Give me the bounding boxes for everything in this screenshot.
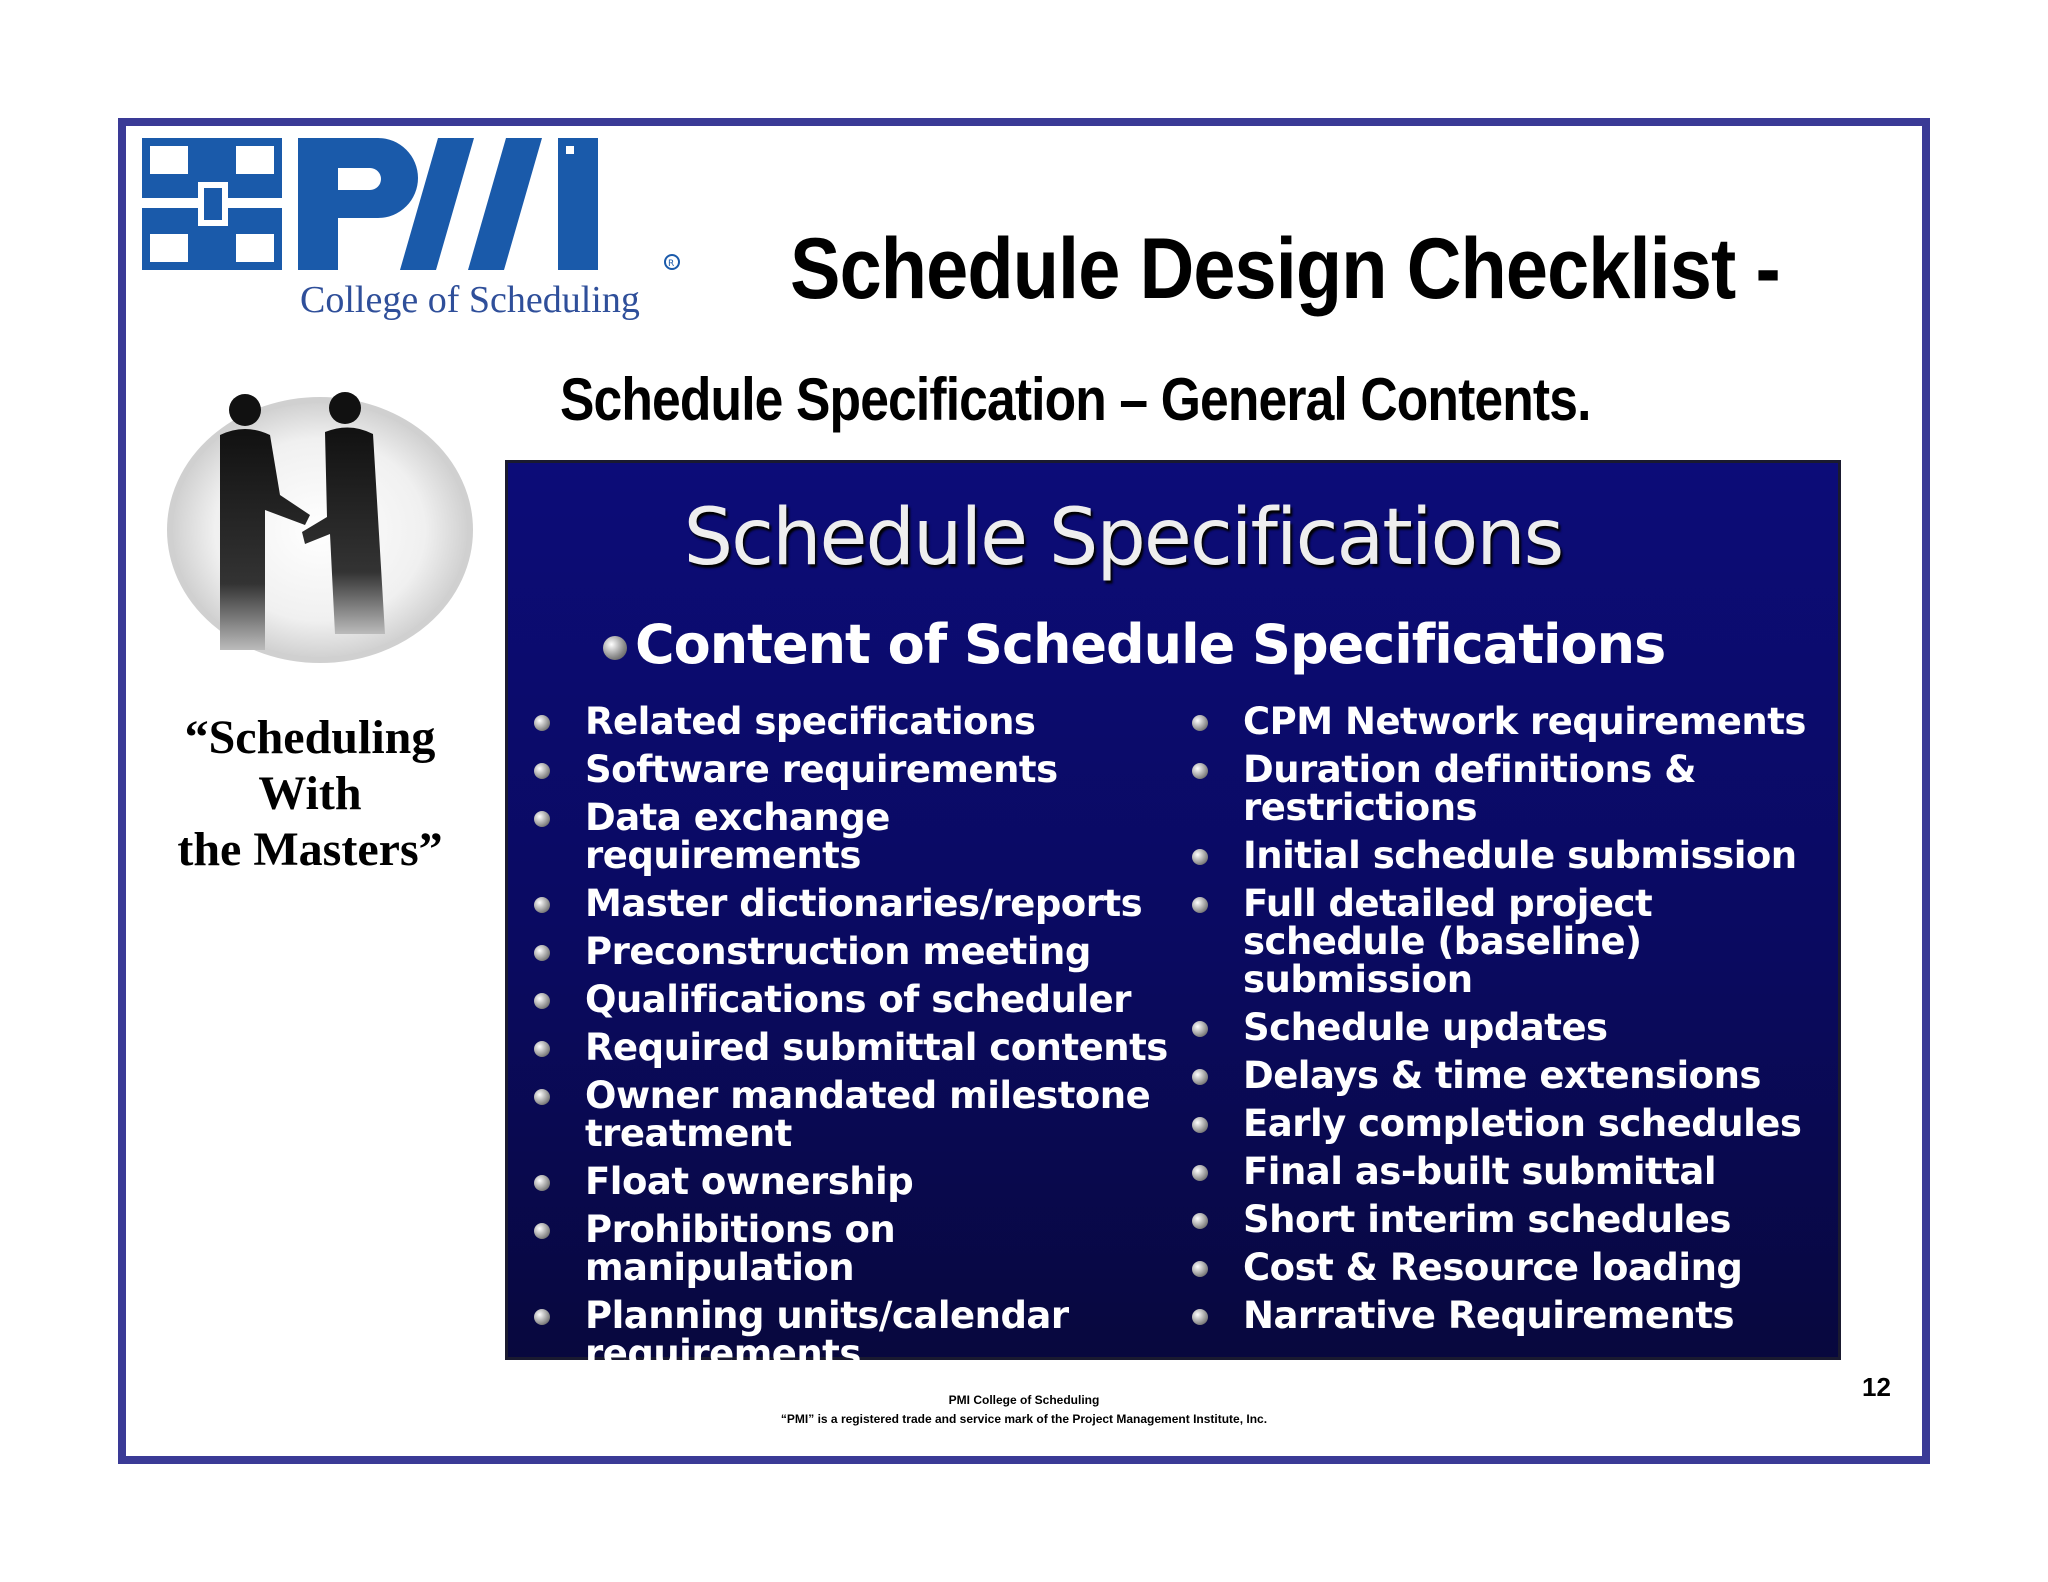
list-item-text: Master dictionaries/reports	[585, 882, 1143, 925]
bullet-icon	[1192, 1261, 1208, 1277]
bullet-icon	[534, 1223, 550, 1239]
list-item-text: Full detailed project schedule (baseline) submission	[1243, 882, 1653, 1001]
page-title: Schedule Design Checklist -	[790, 221, 1780, 317]
list-item-text: Planning units/calendar requirements	[585, 1294, 1069, 1375]
page-subtitle: Schedule Specification – General Contents.	[560, 366, 1591, 433]
list-item	[530, 978, 1170, 1021]
motto-line-1: “Scheduling	[184, 711, 436, 764]
right-list	[1188, 700, 1838, 1345]
list-item	[1188, 700, 1838, 743]
motto-text	[140, 710, 480, 878]
bullet-icon	[1192, 1165, 1208, 1181]
list-item-text: Qualifications of scheduler	[585, 978, 1131, 1021]
list-item-text: Preconstruction meeting	[585, 930, 1091, 973]
bullet-icon	[534, 945, 550, 961]
footer-organization: PMI College of Scheduling	[948, 1393, 1100, 1407]
bullet-icon	[534, 993, 550, 1009]
list-item	[530, 796, 1170, 877]
bullet-icon	[534, 1089, 550, 1105]
bullet-icon	[534, 811, 550, 827]
list-item	[1188, 1198, 1838, 1241]
list-item-text: Early completion schedules	[1243, 1102, 1802, 1145]
list-item-text: Duration definitions & restrictions	[1243, 748, 1696, 829]
list-item	[1188, 1246, 1838, 1289]
list-item-text: CPM Network requirements	[1243, 700, 1806, 743]
page-number: 12	[1862, 1372, 1891, 1402]
list-item	[1188, 1054, 1838, 1097]
list-item	[530, 748, 1170, 791]
svg-text:R: R	[668, 259, 675, 269]
motto-line-3: the Masters”	[177, 823, 443, 876]
bullet-icon	[1192, 1069, 1208, 1085]
handshake-image	[150, 380, 490, 670]
list-item-text: Narrative Requirements	[1243, 1294, 1734, 1337]
list-item	[530, 700, 1170, 743]
bullet-icon	[1192, 1117, 1208, 1133]
list-item-text: Delays & time extensions	[1243, 1054, 1761, 1097]
list-item-text: Cost & Resource loading	[1243, 1246, 1743, 1289]
bullet-icon	[534, 763, 550, 779]
list-item-text: Final as-built submittal	[1243, 1150, 1717, 1193]
bullet-icon	[1192, 763, 1208, 779]
bullet-icon	[1192, 849, 1208, 865]
list-item	[1188, 748, 1838, 829]
list-item-text: Initial schedule submission	[1243, 834, 1797, 877]
list-item	[530, 882, 1170, 925]
logo-subtitle: College of Scheduling	[300, 279, 640, 321]
list-item-text: Float ownership	[585, 1160, 914, 1203]
bullet-icon	[1192, 715, 1208, 731]
list-item	[530, 1026, 1170, 1069]
left-list	[530, 700, 1170, 1383]
bullet-icon	[534, 1175, 550, 1191]
list-item	[1188, 1294, 1838, 1337]
bullet-icon	[1192, 1021, 1208, 1037]
bullet-icon	[1192, 1213, 1208, 1229]
list-item	[1188, 882, 1838, 1001]
bullet-icon	[603, 636, 627, 660]
embedded-slide-title: Schedule Specifications	[683, 493, 1563, 583]
list-item	[530, 1294, 1170, 1375]
bullet-icon	[534, 715, 550, 731]
embedded-slide-heading	[603, 613, 1665, 676]
list-item-text: Related specifications	[585, 700, 1036, 743]
list-item	[530, 1160, 1170, 1203]
list-item	[1188, 1006, 1838, 1049]
list-item	[1188, 1150, 1838, 1193]
bullet-icon	[1192, 897, 1208, 913]
bullet-icon	[1192, 1309, 1208, 1325]
heading-text: Content of Schedule Specifications	[635, 613, 1666, 676]
bullet-icon	[534, 897, 550, 913]
motto-line-2: With	[258, 767, 362, 820]
list-item	[530, 1208, 1170, 1289]
list-item-text: Software requirements	[585, 748, 1058, 791]
footer-trademark: “PMI” is a registered trade and service mark of the Project Management Institute, Inc.	[780, 1412, 1268, 1426]
list-item	[1188, 834, 1838, 877]
bullet-icon	[534, 1041, 550, 1057]
list-item-text: Prohibitions on manipulation	[585, 1208, 896, 1289]
bullet-icon	[534, 1309, 550, 1325]
embedded-slide	[505, 460, 1841, 1375]
list-item-text: Owner mandated milestone treatment	[585, 1074, 1151, 1155]
list-item-text: Required submittal contents	[585, 1026, 1168, 1069]
list-item-text: Data exchange requirements	[585, 796, 890, 877]
list-item	[530, 1074, 1170, 1155]
list-item	[1188, 1102, 1838, 1145]
list-item	[530, 930, 1170, 973]
list-item-text: Short interim schedules	[1243, 1198, 1731, 1241]
list-item-text: Schedule updates	[1243, 1006, 1608, 1049]
